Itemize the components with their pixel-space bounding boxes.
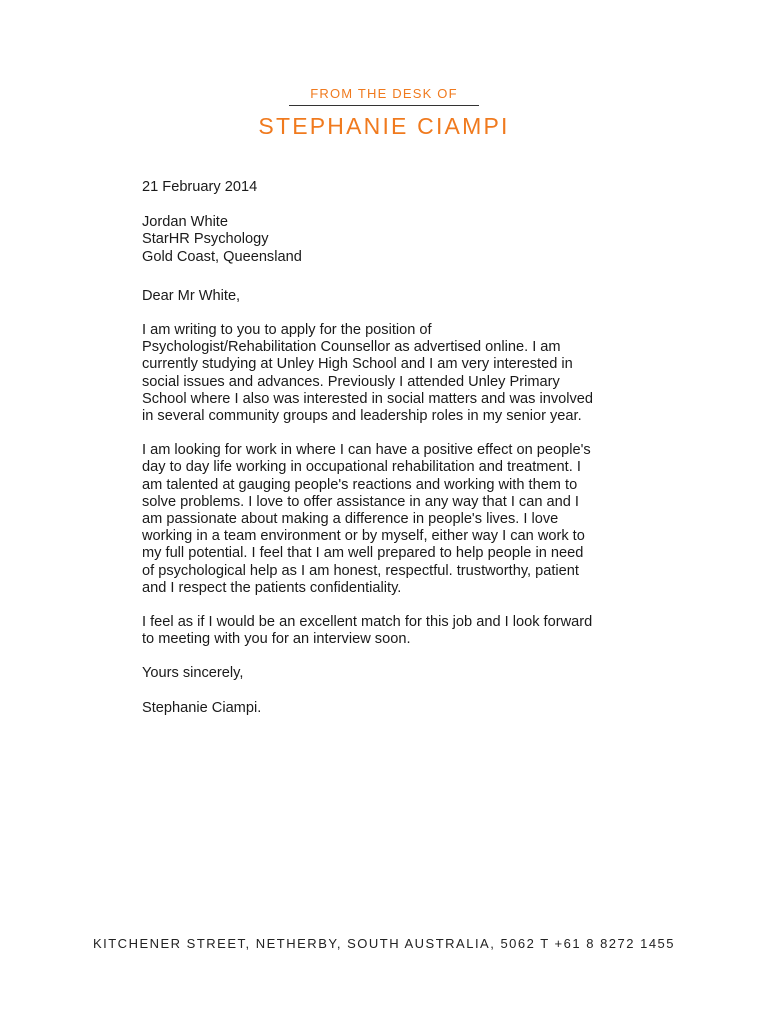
recipient-name: Jordan White <box>142 214 228 231</box>
recipient-company: StarHR Psychology <box>142 231 269 248</box>
letterhead <box>0 86 768 140</box>
sender-name-heading: STEPHANIE CIAMPI <box>258 113 510 139</box>
recipient-address <box>142 214 642 266</box>
closing: Yours sincerely, <box>142 665 244 682</box>
paragraph-qualities: I am looking for work in where I can have a positive effect on people's day to day life working in occupational rehabilitation and treatment. I am talented at gauging people's reactions and working with them to solve problems. I love to offer assistance in any way that I can and I am passionate about making a difference in people's lives. I love working in a team environment or by myself, either way I can work to my full potential. I feel that I am well prepared to help people in need of psychological help as I am honest, respectful. trustworthy, patient and I respect the patients confidentiality. <box>142 442 591 596</box>
paragraph-conclusion: I feel as if I would be an excellent match for this job and I look forward to meeting with you for an interview soon. <box>142 614 593 648</box>
letterhead-divider <box>289 105 479 106</box>
signature-name: Stephanie Ciampi. <box>142 699 262 716</box>
letter-date: 21 February 2014 <box>142 179 258 195</box>
recipient-location: Gold Coast, Queensland <box>142 248 302 265</box>
salutation: Dear Mr White, <box>142 287 241 304</box>
footer-address: KITCHENER STREET, NETHERBY, SOUTH AUSTRALIA, 5062 T +61 8 8272 1455 <box>92 936 676 951</box>
from-the-desk-label: FROM THE DESK OF <box>310 86 458 101</box>
letter-body <box>142 179 642 734</box>
paragraph-introduction: I am writing to you to apply for the position of Psychologist/Rehabilitation Counsellor as advertised online. I am currently studying at Unley High School and I am very interested in social issues and advances. Previously I attended Unley Primary School where I also was interested in social matters and was involved in several community groups and leadership roles in my senior year. <box>142 322 594 425</box>
